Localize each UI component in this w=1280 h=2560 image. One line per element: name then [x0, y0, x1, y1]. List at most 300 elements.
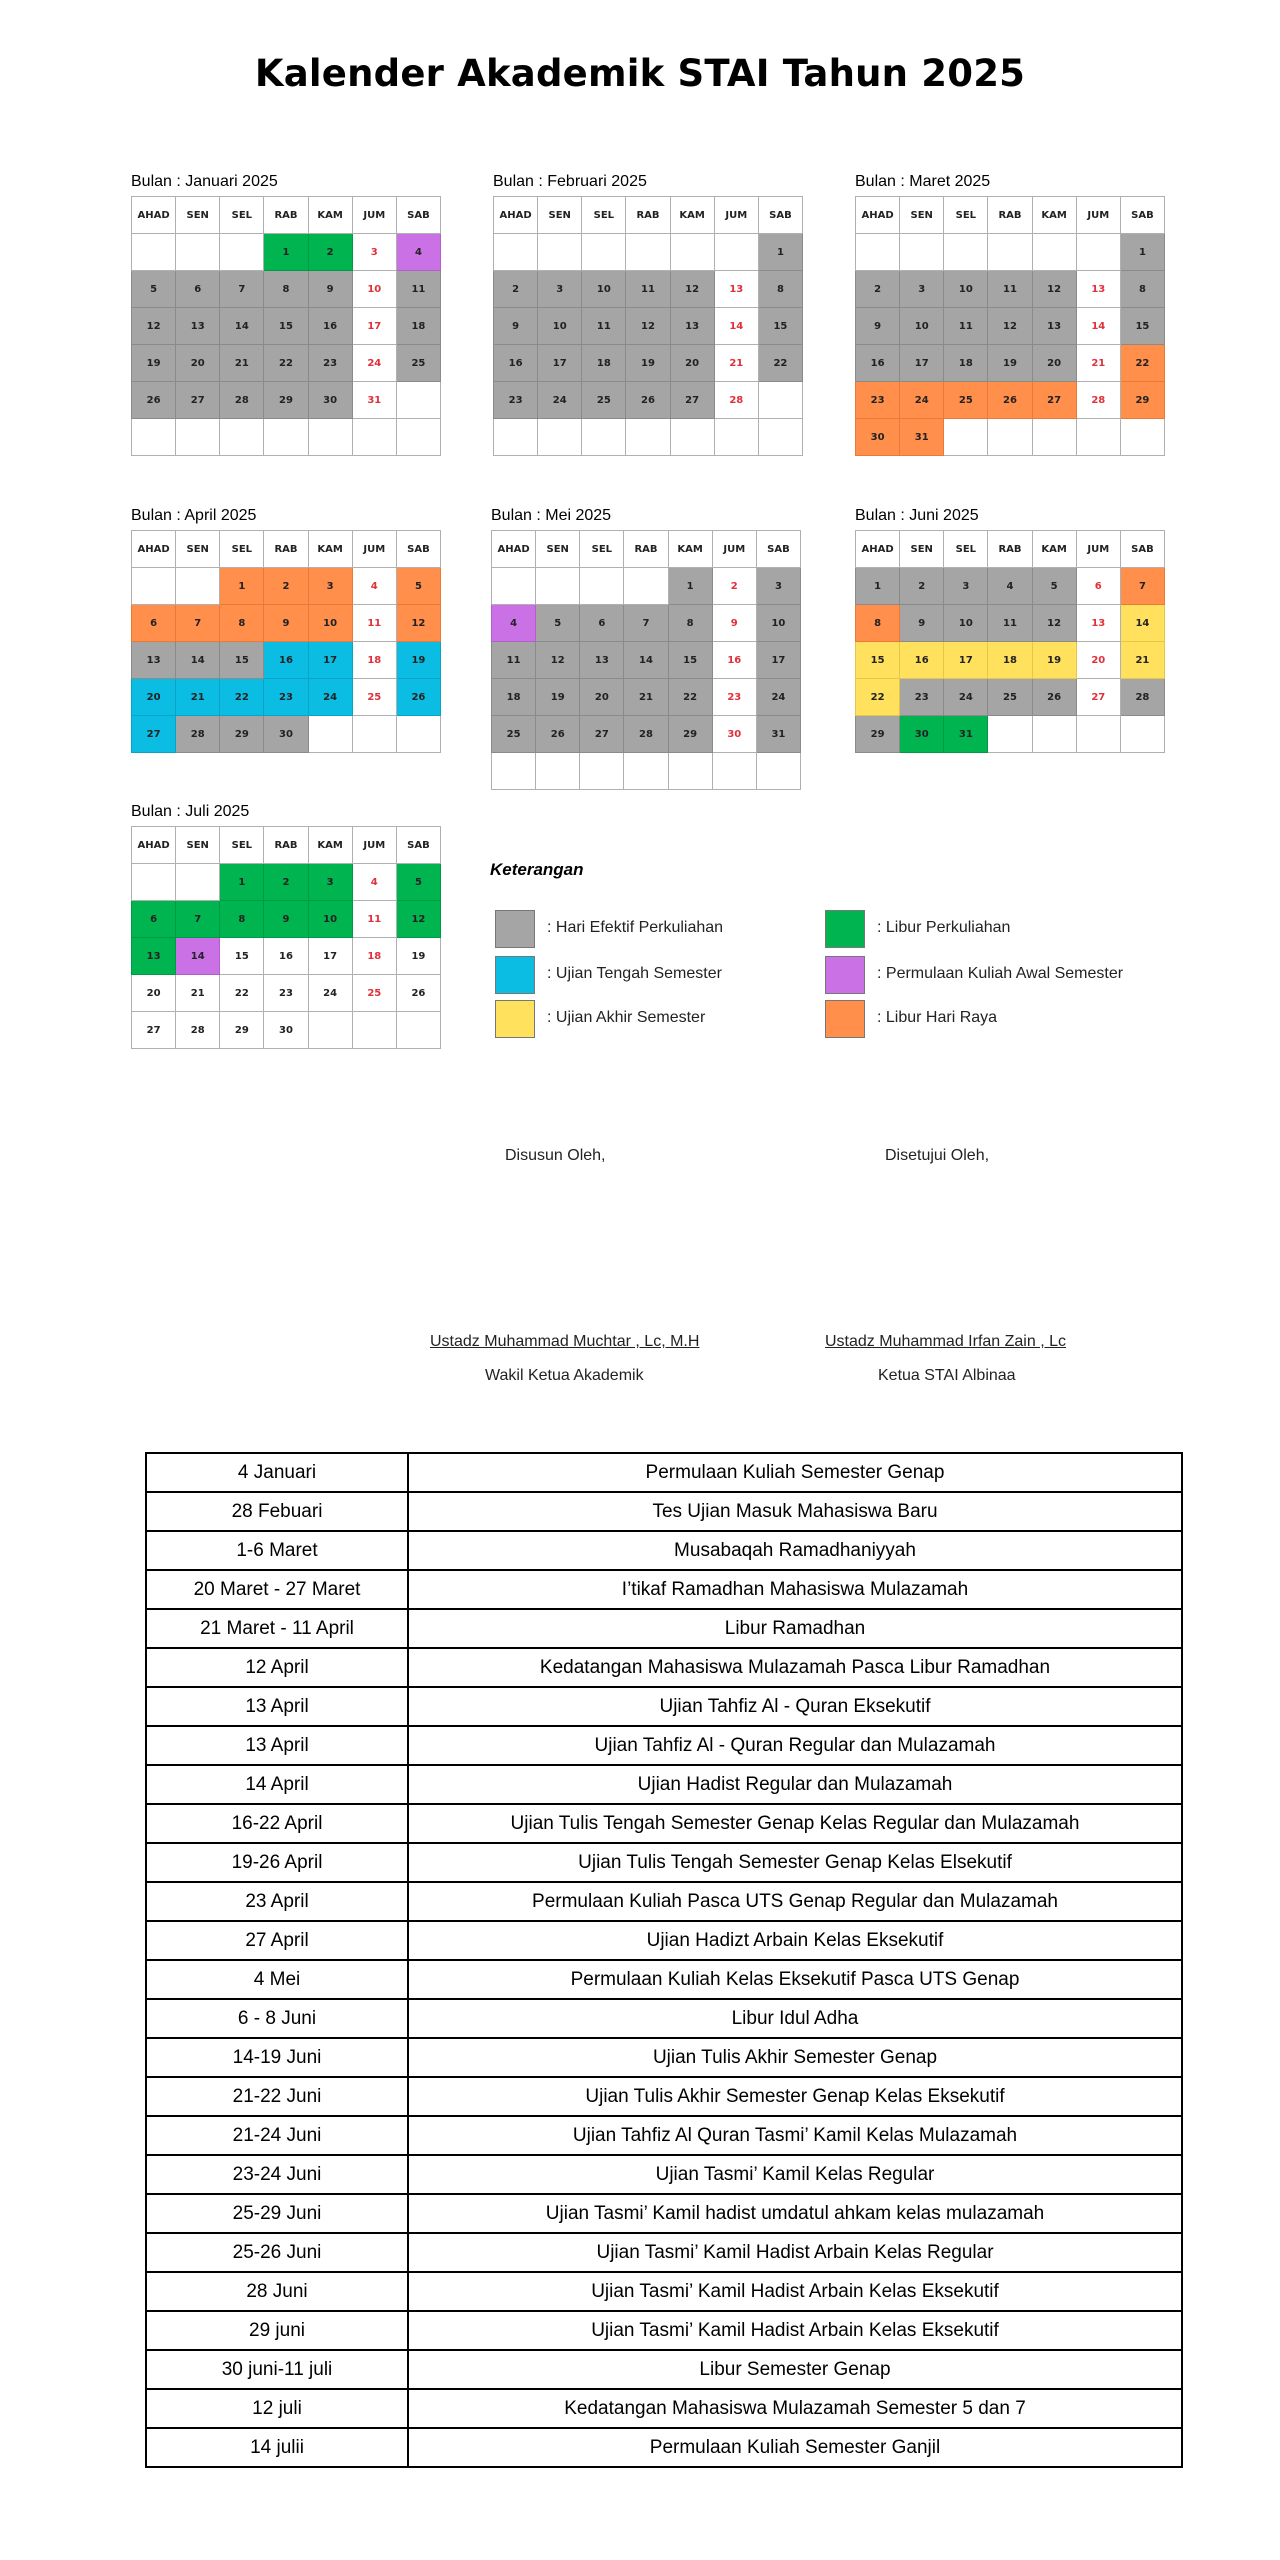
calendar-day: 24	[308, 975, 352, 1012]
calendar-day: 5	[1032, 568, 1076, 605]
calendar-empty-cell	[176, 234, 220, 271]
calendar-empty-cell	[624, 753, 668, 790]
agenda-date: 19-26 April	[146, 1843, 408, 1882]
calendar-day: 25	[582, 382, 626, 419]
calendar-day: 15	[264, 308, 308, 345]
calendar-day: 9	[308, 271, 352, 308]
calendar-day: 12	[536, 642, 580, 679]
agenda-event: Permulaan Kuliah Pasca UTS Genap Regular dan Mulazamah	[408, 1882, 1182, 1921]
calendar-day: 24	[308, 679, 352, 716]
calendar-day: 20	[580, 679, 624, 716]
calendar-day: 27	[670, 382, 714, 419]
month-label: Bulan : Januari 2025	[131, 173, 278, 190]
calendar-empty-cell	[1032, 419, 1076, 456]
calendar-empty-cell	[176, 864, 220, 901]
calendar-empty-cell	[1120, 419, 1164, 456]
calendar-day: 30	[900, 716, 944, 753]
calendar-day: 15	[758, 308, 802, 345]
month-label: Bulan : Maret 2025	[855, 173, 991, 190]
calendar-day: 23	[856, 382, 900, 419]
calendar-day: 26	[988, 382, 1032, 419]
calendar-day: 6	[1076, 568, 1120, 605]
calendar-empty-cell	[988, 716, 1032, 753]
calendar-day: 30	[264, 716, 308, 753]
weekday-header-row	[492, 531, 801, 568]
weekday-header-row	[856, 197, 1165, 234]
calendar-week-row	[132, 382, 441, 419]
weekday-header: SEL	[220, 827, 264, 864]
weekday-header: JUM	[352, 197, 396, 234]
weekday-header: RAB	[988, 531, 1032, 568]
calendar-day: 29	[856, 716, 900, 753]
calendar-day: 28	[220, 382, 264, 419]
calendar-day: 6	[132, 901, 176, 938]
calendar-week-row	[856, 308, 1165, 345]
agenda-event: Ujian Hadist Regular dan Mulazamah	[408, 1765, 1182, 1804]
agenda-event: Musabaqah Ramadhaniyyah	[408, 1531, 1182, 1570]
agenda-date: 14-19 Juni	[146, 2038, 408, 2077]
calendar-day: 12	[1032, 271, 1076, 308]
agenda-row	[146, 1453, 1182, 1492]
calendar-day: 1	[220, 864, 264, 901]
calendar-day: 7	[220, 271, 264, 308]
calendar-empty-cell	[758, 382, 802, 419]
agenda-event: Permulaan Kuliah Semester Ganjil	[408, 2428, 1182, 2467]
calendar-week-row	[132, 345, 441, 382]
weekday-header: KAM	[668, 531, 712, 568]
calendar-empty-cell	[308, 716, 352, 753]
calendar-day: 26	[132, 382, 176, 419]
calendar-day: 23	[264, 679, 308, 716]
calendar-day: 19	[396, 938, 440, 975]
calendar-day: 13	[132, 938, 176, 975]
calendar-day: 7	[176, 901, 220, 938]
weekday-header-row	[132, 197, 441, 234]
agenda-row	[146, 2389, 1182, 2428]
calendar-empty-cell	[176, 568, 220, 605]
calendar-day: 27	[132, 1012, 176, 1049]
calendar-day: 16	[712, 642, 756, 679]
calendar-empty-cell	[756, 753, 800, 790]
calendar-day: 28	[176, 716, 220, 753]
weekday-header: KAM	[308, 531, 352, 568]
agenda-date: 21-24 Juni	[146, 2116, 408, 2155]
agenda-row	[146, 1609, 1182, 1648]
calendar-day: 2	[712, 568, 756, 605]
weekday-header-row	[132, 827, 441, 864]
calendar-day: 11	[988, 271, 1032, 308]
calendar-empty-cell	[176, 419, 220, 456]
calendar-day: 19	[988, 345, 1032, 382]
calendar-day: 27	[580, 716, 624, 753]
calendar-empty-cell	[538, 419, 582, 456]
calendar-week-row	[856, 679, 1165, 716]
calendar-day: 3	[756, 568, 800, 605]
calendar-day: 10	[352, 271, 396, 308]
calendar-week-row	[492, 642, 801, 679]
calendar-empty-cell	[1076, 234, 1120, 271]
calendar-day: 20	[1032, 345, 1076, 382]
weekday-header: SAB	[756, 531, 800, 568]
calendar-day: 2	[856, 271, 900, 308]
agenda-event: Ujian Tasmi’ Kamil Hadist Arbain Kelas Regular	[408, 2233, 1182, 2272]
calendar-empty-cell	[988, 419, 1032, 456]
calendar-day: 18	[582, 345, 626, 382]
calendar-day: 1	[220, 568, 264, 605]
calendar-day: 9	[856, 308, 900, 345]
calendar-grid	[855, 196, 1165, 456]
agenda-row	[146, 2272, 1182, 2311]
calendar-empty-cell	[494, 419, 538, 456]
calendar-week-row	[492, 568, 801, 605]
month-calendar-januari	[131, 172, 441, 456]
agenda-date: 23-24 Juni	[146, 2155, 408, 2194]
agenda-event: Kedatangan Mahasiswa Mulazamah Semester 5 dan 7	[408, 2389, 1182, 2428]
agenda-date: 21-22 Juni	[146, 2077, 408, 2116]
signature-right-caption: Disetujui Oleh,	[885, 1147, 990, 1164]
calendar-day: 8	[264, 271, 308, 308]
calendar-empty-cell	[132, 419, 176, 456]
weekday-header: SAB	[758, 197, 802, 234]
calendar-week-row	[132, 1012, 441, 1049]
calendar-day: 13	[176, 308, 220, 345]
month-label: Bulan : Juni 2025	[855, 507, 979, 524]
calendar-day: 25	[988, 679, 1032, 716]
weekday-header-row	[856, 531, 1165, 568]
calendar-day: 31	[756, 716, 800, 753]
agenda-row	[146, 1570, 1182, 1609]
calendar-day: 21	[1076, 345, 1120, 382]
agenda-date: 29 juni	[146, 2311, 408, 2350]
calendar-day: 13	[1032, 308, 1076, 345]
agenda-event: Ujian Tasmi’ Kamil Kelas Regular	[408, 2155, 1182, 2194]
calendar-empty-cell	[308, 419, 352, 456]
agenda-date: 13 April	[146, 1687, 408, 1726]
calendar-day: 21	[220, 345, 264, 382]
calendar-day: 27	[1032, 382, 1076, 419]
agenda-date: 4 Januari	[146, 1453, 408, 1492]
calendar-day: 16	[856, 345, 900, 382]
calendar-day: 20	[1076, 642, 1120, 679]
calendar-day: 8	[856, 605, 900, 642]
calendar-empty-cell	[352, 419, 396, 456]
agenda-event: Kedatangan Mahasiswa Mulazamah Pasca Libur Ramadhan	[408, 1648, 1182, 1687]
calendar-day: 29	[220, 1012, 264, 1049]
agenda-row	[146, 1843, 1182, 1882]
calendar-day: 14	[714, 308, 758, 345]
agenda-date: 25-29 Juni	[146, 2194, 408, 2233]
calendar-day: 1	[758, 234, 802, 271]
calendar-day: 16	[494, 345, 538, 382]
calendar-day: 5	[396, 864, 440, 901]
agenda-row	[146, 2311, 1182, 2350]
calendar-day: 22	[1120, 345, 1164, 382]
calendar-day: 17	[538, 345, 582, 382]
calendar-day: 12	[1032, 605, 1076, 642]
calendar-day: 6	[132, 605, 176, 642]
weekday-header: RAB	[624, 531, 668, 568]
calendar-day: 15	[220, 938, 264, 975]
calendar-day: 6	[176, 271, 220, 308]
agenda-event: Ujian Tulis Tengah Semester Genap Kelas Regular dan Mulazamah	[408, 1804, 1182, 1843]
calendar-day: 21	[176, 975, 220, 1012]
calendar-day: 24	[900, 382, 944, 419]
weekday-header: AHAD	[132, 827, 176, 864]
calendar-day: 27	[132, 716, 176, 753]
calendar-empty-cell	[492, 568, 536, 605]
calendar-week-row	[132, 568, 441, 605]
agenda-event: Ujian Tasmi’ Kamil hadist umdatul ahkam kelas mulazamah	[408, 2194, 1182, 2233]
calendar-day: 16	[264, 938, 308, 975]
calendar-day: 22	[220, 679, 264, 716]
weekday-header: SAB	[396, 197, 440, 234]
calendar-day: 13	[132, 642, 176, 679]
calendar-day: 10	[308, 605, 352, 642]
calendar-day: 2	[900, 568, 944, 605]
legend-swatch	[495, 910, 535, 948]
agenda-event: Ujian Tulis Akhir Semester Genap	[408, 2038, 1182, 2077]
calendar-day: 4	[352, 568, 396, 605]
calendar-day: 5	[536, 605, 580, 642]
calendar-day: 8	[220, 901, 264, 938]
calendar-week-row	[132, 716, 441, 753]
agenda-row	[146, 1804, 1182, 1843]
calendar-day: 18	[492, 679, 536, 716]
calendar-day: 3	[900, 271, 944, 308]
calendar-week-row	[132, 901, 441, 938]
calendar-day: 26	[626, 382, 670, 419]
agenda-row	[146, 1531, 1182, 1570]
legend-title: Keterangan	[490, 860, 584, 879]
calendar-day: 25	[352, 975, 396, 1012]
agenda-row	[146, 2038, 1182, 2077]
calendar-empty-cell	[670, 419, 714, 456]
calendar-day: 11	[988, 605, 1032, 642]
calendar-day: 17	[308, 938, 352, 975]
calendar-week-row	[856, 234, 1165, 271]
calendar-day: 11	[352, 901, 396, 938]
calendar-empty-cell	[220, 419, 264, 456]
calendar-day: 31	[900, 419, 944, 456]
legend-swatch	[825, 910, 865, 948]
calendar-day: 3	[308, 568, 352, 605]
legend-text: : Libur Hari Raya	[877, 1009, 998, 1026]
calendar-day: 7	[176, 605, 220, 642]
calendar-day: 15	[668, 642, 712, 679]
calendar-day: 10	[756, 605, 800, 642]
weekday-header: AHAD	[856, 197, 900, 234]
agenda-row	[146, 2155, 1182, 2194]
calendar-empty-cell	[396, 382, 440, 419]
calendar-day: 30	[856, 419, 900, 456]
weekday-header: SEN	[176, 531, 220, 568]
calendar-day: 11	[492, 642, 536, 679]
calendar-day: 23	[308, 345, 352, 382]
calendar-day: 31	[352, 382, 396, 419]
calendar-day: 10	[538, 308, 582, 345]
calendar-day: 21	[176, 679, 220, 716]
calendar-day: 27	[1076, 679, 1120, 716]
calendar-day: 1	[1120, 234, 1164, 271]
calendar-day: 14	[176, 642, 220, 679]
calendar-day: 12	[670, 271, 714, 308]
weekday-header: JUM	[1076, 197, 1120, 234]
calendar-week-row	[494, 271, 803, 308]
agenda-row	[146, 1765, 1182, 1804]
calendar-day: 4	[352, 864, 396, 901]
legend-text: : Permulaan Kuliah Awal Semester	[877, 965, 1124, 982]
weekday-header: RAB	[264, 827, 308, 864]
month-calendar-april	[131, 506, 441, 753]
calendar-day: 28	[624, 716, 668, 753]
legend-swatch	[825, 956, 865, 994]
calendar-day: 21	[714, 345, 758, 382]
agenda-date: 30 juni-11 juli	[146, 2350, 408, 2389]
signature-right-name: Ustadz Muhammad Irfan Zain , Lc	[825, 1333, 1066, 1350]
calendar-day: 16	[308, 308, 352, 345]
calendar-grid	[131, 196, 441, 456]
calendar-day: 18	[396, 308, 440, 345]
weekday-header: RAB	[264, 197, 308, 234]
agenda-event: Ujian Tulis Tengah Semester Genap Kelas Elsekutif	[408, 1843, 1182, 1882]
calendar-empty-cell	[396, 1012, 440, 1049]
calendar-day: 5	[396, 568, 440, 605]
calendar-day: 16	[264, 642, 308, 679]
calendar-empty-cell	[580, 568, 624, 605]
calendar-empty-cell	[668, 753, 712, 790]
calendar-day: 10	[582, 271, 626, 308]
calendar-week-row	[132, 308, 441, 345]
calendar-day: 11	[626, 271, 670, 308]
calendar-week-row	[132, 419, 441, 456]
calendar-day: 8	[758, 271, 802, 308]
calendar-day: 18	[944, 345, 988, 382]
calendar-day: 13	[714, 271, 758, 308]
calendar-empty-cell	[624, 568, 668, 605]
weekday-header: AHAD	[492, 531, 536, 568]
calendar-week-row	[132, 679, 441, 716]
calendar-day: 19	[626, 345, 670, 382]
calendar-week-row	[856, 568, 1165, 605]
calendar-day: 10	[900, 308, 944, 345]
calendar-day: 2	[494, 271, 538, 308]
signature-right-role: Ketua STAI Albinaa	[878, 1367, 1016, 1384]
agenda-date: 27 April	[146, 1921, 408, 1960]
calendar-week-row	[492, 716, 801, 753]
agenda-event: Ujian Tulis Akhir Semester Genap Kelas Eksekutif	[408, 2077, 1182, 2116]
agenda-date: 12 April	[146, 1648, 408, 1687]
calendar-day: 19	[1032, 642, 1076, 679]
calendar-day: 22	[220, 975, 264, 1012]
calendar-empty-cell	[396, 419, 440, 456]
calendar-grid	[131, 530, 441, 753]
calendar-week-row	[856, 419, 1165, 456]
calendar-day: 3	[944, 568, 988, 605]
agenda-date: 23 April	[146, 1882, 408, 1921]
calendar-empty-cell	[712, 753, 756, 790]
signature-left-role: Wakil Ketua Akademik	[485, 1367, 644, 1384]
calendar-empty-cell	[132, 864, 176, 901]
calendar-day: 14	[1076, 308, 1120, 345]
calendar-empty-cell	[308, 1012, 352, 1049]
weekday-header: SEL	[944, 197, 988, 234]
weekday-header: SEN	[536, 531, 580, 568]
weekday-header: KAM	[670, 197, 714, 234]
calendar-week-row	[132, 975, 441, 1012]
calendar-week-row	[856, 271, 1165, 308]
calendar-day: 7	[1120, 568, 1164, 605]
calendar-day: 13	[1076, 605, 1120, 642]
calendar-day: 5	[132, 271, 176, 308]
calendar-day: 18	[352, 642, 396, 679]
agenda-row	[146, 1687, 1182, 1726]
agenda-row	[146, 2194, 1182, 2233]
calendar-day: 1	[856, 568, 900, 605]
legend-swatch	[495, 956, 535, 994]
legend-text: : Hari Efektif Perkuliahan	[547, 919, 724, 936]
calendar-day: 17	[756, 642, 800, 679]
calendar-day: 11	[944, 308, 988, 345]
calendar-day: 9	[264, 605, 308, 642]
calendar-empty-cell	[352, 1012, 396, 1049]
calendar-day: 23	[900, 679, 944, 716]
calendar-day: 26	[1032, 679, 1076, 716]
calendar-week-row	[494, 234, 803, 271]
agenda-row	[146, 1492, 1182, 1531]
calendar-week-row	[132, 864, 441, 901]
weekday-header: RAB	[626, 197, 670, 234]
calendar-day: 26	[396, 679, 440, 716]
agenda-date: 1-6 Maret	[146, 1531, 408, 1570]
calendar-week-row	[856, 345, 1165, 382]
calendar-day: 28	[1120, 679, 1164, 716]
weekday-header: SAB	[1120, 197, 1164, 234]
calendar-empty-cell	[538, 234, 582, 271]
calendar-day: 8	[1120, 271, 1164, 308]
month-calendar-juli	[131, 802, 441, 1049]
weekday-header-row	[494, 197, 803, 234]
weekday-header: SEN	[900, 531, 944, 568]
calendar-day: 8	[220, 605, 264, 642]
agenda-date: 28 Febuari	[146, 1492, 408, 1531]
agenda-event: I’tikaf Ramadhan Mahasiswa Mulazamah	[408, 1570, 1182, 1609]
agenda-row	[146, 1960, 1182, 1999]
month-calendar-maret	[855, 172, 1165, 456]
calendar-day: 29	[220, 716, 264, 753]
agenda-row	[146, 2428, 1182, 2467]
agenda-date: 6 - 8 Juni	[146, 1999, 408, 2038]
month-label: Bulan : April 2025	[131, 507, 257, 524]
calendar-day: 20	[132, 975, 176, 1012]
calendar-day: 10	[944, 605, 988, 642]
signature-left-name: Ustadz Muhammad Muchtar , Lc, M.H	[430, 1333, 700, 1350]
calendar-empty-cell	[492, 753, 536, 790]
agenda-date: 20 Maret - 27 Maret	[146, 1570, 408, 1609]
calendar-day: 22	[264, 345, 308, 382]
calendar-day: 29	[264, 382, 308, 419]
calendar-day: 25	[396, 345, 440, 382]
calendar-day: 3	[308, 864, 352, 901]
calendar-empty-cell	[1032, 716, 1076, 753]
weekday-header: KAM	[1032, 531, 1076, 568]
weekday-header: KAM	[308, 197, 352, 234]
month-label: Bulan : Februari 2025	[493, 173, 647, 190]
calendar-empty-cell	[132, 568, 176, 605]
month-calendar-mei	[491, 506, 801, 790]
calendar-day: 21	[1120, 642, 1164, 679]
weekday-header: SEL	[580, 531, 624, 568]
calendar-week-row	[492, 679, 801, 716]
